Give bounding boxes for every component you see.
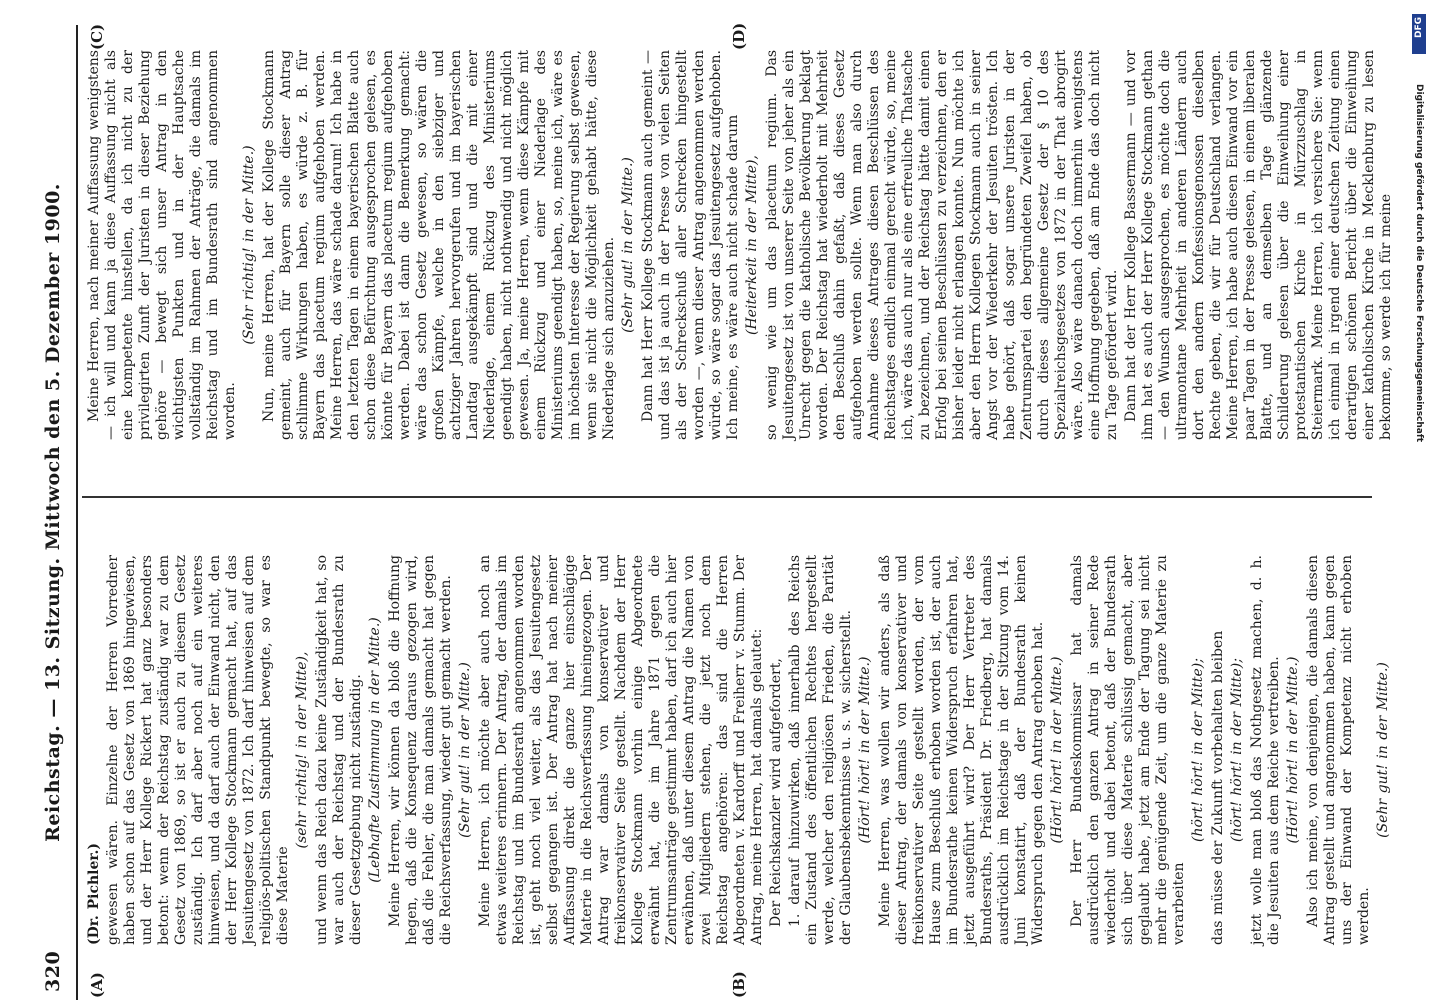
- margin-marker-c: (C): [88, 23, 106, 50]
- paragraph: das müsse der Zukunft vorbehalten bleiben: [1210, 630, 1226, 945]
- left-column: [86, 555, 1391, 945]
- interjection: (Sehr richtig! in der Mitte.): [241, 145, 257, 345]
- interjection: (Hört! hört! in der Mitte.): [1285, 656, 1301, 844]
- paragraph: Meine Herren, nach meiner Auffassung wenigstens — ich will und kann ja diese Auffassung nicht als eine kompetente hinstellen, da ich nicht zu der privilegirten Zunft der Juristen in dieser Beziehung gehöre — bewegt sich unser Antrag in den wichtigsten Punkten und in der Hauptsache vollständig im Rahmen der Anträge, die damals im Reichstag und im Bundesrath sind angenommen worden.: [86, 50, 238, 440]
- paragraph: Dann hat Herr Kollege Stockmann auch gemeint — und das ist ja auch in der Presse von vielen Seiten als der Schreckschuß aller Schrecken hingestellt worden —, wenn dieser Antrag angenommen werden würde, so wäre sogar das Jesuitengesetz aufgehoben. Ich meine, es wäre auch nicht schade darum: [640, 50, 741, 440]
- right-column: [86, 50, 1394, 440]
- paragraph: Also ich meine, von denjenigen, die damals diesen Antrag gestellt und angenommen haben, kann gegen uns der Einwand der Kompetenz nicht erhoben werden.: [1305, 555, 1372, 945]
- digitization-strip: [1412, 14, 1426, 974]
- paragraph: Nun, meine Herren, hat der Kollege Stockmann gemeint, auch für Bayern solle dieser Antrag schlimme Wirkungen haben, es würde z. B. für Bayern das placetum regium aufgehoben werden. Meine Herren, das wäre schade darum! Ich habe in den letzten Tagen in einem bayerischen Blatte auch schon diese Befürchtung ausgesprochen gelesen, es könnte für Bayern das placetum regium aufgehoben werden. Dabei ist dann die Bemerkung gemacht: wäre das schon Gesetz gewesen, so wären die großen Kämpfe, welche in den siebziger und achtziger Jahren hervorgerufen und im bayerischen Landtag ausgekämpft sind und die mit einer Niederlage, einem Rückzug des Ministeriums geendigt haben, nicht nothwendig und nicht möglich gewesen. Ja, meine Herren, wenn diese Kämpfe mit einem Rückzug und einer Niederlage des Ministeriums geendigt haben, so, meine ich, wäre es im höchsten Interesse der Regierung selbst gewesen, wenn sie nicht die Möglichkeit gehabt hätte, diese Niederlage sich anzuziehen.: [261, 50, 617, 440]
- interjection: (Lebhafte Zustimmung in der Mitte.): [367, 617, 383, 883]
- interjection: (Hört! hört! in der Mitte.): [857, 656, 873, 844]
- column-divider: [82, 496, 1372, 498]
- paragraph: gewesen wären. Einzelne der Herren Vorredner haben schon auf das Gesetz von 1869 hingewiesen, und der Herr Kollege Rickert hat ganz besonders betont: wenn der Reichstag zuständig war zu dem Gesetz von 1869, so ist er auch zu diesem Gesetz zuständig. Ich darf aber noch auf ein weiteres hinweisen, und da darf auch der Einwand nicht, den der Herr Kollege Stockmann gemacht hat, auf das Jesuitengesetz von 1872. Ich darf hinweisen auf dem religiös-politischen Standpunkt bewegte, so war es diese Materie: [105, 555, 291, 945]
- interjection: (Hört! hört! in der Mitte.): [1049, 656, 1065, 844]
- interjection: (Heiterkeit in der Mitte),: [744, 155, 760, 335]
- running-title: Reichstag. — 13. Sitzung. Mittwoch den 5. Dezember 1900.: [42, 183, 64, 842]
- paragraph: Der Herr Bundeskommissar hat damals ausdrücklich den ganzen Antrag in seiner Rede wiederholt und dabei betont, daß der Bundesrath sich über diese Materie schlüssig gemacht, aber geglaubt habe, jetzt am Ende der Tagung sei nicht mehr die genügende Zeit, um die ganze Materie zu verarbeiten: [1069, 555, 1187, 945]
- interjection: (Sehr gut! in der Mitte.): [620, 157, 636, 333]
- interjection: (sehr richtig! in der Mitte),: [294, 651, 310, 849]
- document-page: [30, 22, 1394, 1000]
- paragraph: Meine Herren, wir können da bloß die Hoffnung hegen, daß die Konsequenz daraus gezogen wird, daß die Fehler, die man damals gemacht hat gegen die Reichsverfassung, wieder gut gemacht werden.: [387, 555, 454, 945]
- quoted-motion-item: 1. darauf hinzuwirken, daß innerhalb des Reichs ein Zustand des öffentlichen Rechtes hergestellt werde, welcher den religiösen Frieden, die Parität der Glaubensbekenntnisse u. s. w. sicherstellt.: [787, 555, 854, 945]
- interjection: (hört! hört! in der Mitte);: [1190, 658, 1206, 843]
- paragraph: Meine Herren, ich möchte aber auch noch an etwas weiteres erinnern. Der Antrag, der damals im Reichstag und im Bundesrath angenommen worden ist, geht noch viel weiter, als das Jesuitengesetz selbst gegangen ist. Der Antrag hat nach meiner Auffassung direkt die ganze hier einschlägige Materie in die Reichsverfassung hineingezogen. Der Antrag war damals von konservativer und freikonservativer Seite gestellt. Nachdem der Herr Kollege Stockmann vorhin einige Abgeordnete erwähnt hat, die im Jahre 1871 gegen die Zentrumsanträge gestimmt haben, darf ich auch hier erwähnen, daß unter diesem Antrag die Namen von zwei Mitgliedern stehen, die jetzt noch dem Reichstag angehören: das sind die Herren Abgeordneten v. Kardorff und Freiherr v. Stumm. Der Antrag, meine Herren, hat damals gelautet:: [477, 555, 765, 945]
- quoted-motion: Der Reichskanzler wird aufgefordert,: [768, 658, 784, 927]
- dfg-logo-text: DFG: [1414, 17, 1424, 39]
- paragraph: jetzt wolle man bloß das Nothgesetz machen, d. h. die Jesuiten aus dem Reiche vertreiben.: [1249, 555, 1282, 945]
- paragraph: so wenig wie um das placetum regium. Das Jesuitengesetz ist von unserer Seite von jeher als ein Unrecht gegen die katholische Bevölkerung beklagt worden. Der Reichstag hat wiederholt mit Mehrheit den Beschluß dahin gefaßt, daß dieses Gesetz aufgehoben werden sollte. Wenn man also durch Annahme dieses Antrages diesen Beschlüssen des Reichstages endlich einmal gerecht würde, so, meine ich, wäre das auch nur als eine erfreuliche Thatsache zu bezeichnen, und der Reichstag hätte damit einen Erfolg bei seinen Beschlüssen zu verzeichnen, den er bisher leider nicht erlangen konnte. Nun möchte ich aber den Herrn Kollegen Stockmann auch in seiner Angst vor der Wiederkehr der Jesuiten trösten. Ich habe gehört, daß sogar unsere Juristen in der Zentrumspartei den begründeten Zweifel haben, ob durch dieses allgemeine Gesetz der § 10 des Spezialreichsgesetzes von 1872 in der That abrogirt wäre. Also wäre danach doch immerhin wenigstens eine Hoffnung gegeben, daß am Ende das doch nicht zu Tage gefördert wird.: [764, 50, 1120, 440]
- margin-marker-b: (B): [730, 971, 748, 998]
- margin-marker-d: (D): [730, 22, 748, 50]
- paragraph: Dann hat der Herr Kollege Bassermann — und vor ihm hat es auch der Herr Kollege Stockmann gethan — den Wunsch ausgesprochen, es möchte doch die ultramontane Mehrheit in anderen Ländern auch dort den andern Konfessionsgenossen dieselben Rechte geben, die wir für Deutschland verlangen. Meine Herren, ich habe auch diesen Einwand vor ein paar Tagen in der Presse gelesen, in einem liberalen Blatte, und an demselben Tage glänzende Schilderung gelesen über die Einweihung einer protestantischen Kirche in Mürzzuschlag in Steiermark. Meine Herren, ich versichere Sie: wenn ich einmal in irgend einer deutschen Zeitung einen derartigen schönen Bericht über die Einweihung einer katholischen Kirche in Mecklenburg zu lesen bekomme, so werde ich für meine: [1123, 50, 1394, 440]
- page-number: 320: [42, 950, 64, 992]
- paragraph: Meine Herren, was wollen wir anders, als daß dieser Antrag, der damals von konservativer und freikonservativer Seite gestellt worden, der vom Hause zum Beschluß erhoben worden ist, der auch im Bundesrathe keinen Widerspruch erfahren hat, jetzt ausgeführt wird? Der Herr Vertreter des Bundesraths, Präsident Dr. Friedberg, hat damals ausdrücklich im Reichstage in der Sitzung vom 14. Juni konstatirt, daß der Bundesrath keinen Widerspruch gegen den Antrag erhoben hat.: [877, 555, 1046, 945]
- dfg-logo: [1412, 14, 1426, 54]
- paragraph: und wenn das Reich dazu keine Zuständigkeit hat, so war auch der Reichstag und der Bundesrath zu dieser Gesetzgebung nicht zuständig.: [314, 555, 364, 945]
- interjection: (Sehr gut! in der Mitte.): [457, 662, 473, 838]
- margin-marker-a: (A): [88, 972, 106, 998]
- interjection: (Sehr gut! in der Mitte.): [1375, 662, 1391, 838]
- speaker-label: (Dr. Pichler.): [86, 843, 102, 945]
- digitization-note: Digitalisierung gefördert durch die Deutsche Forschungsgemeinschaft: [1414, 84, 1424, 443]
- page-header: [30, 25, 78, 1000]
- interjection: (hört! hört! in der Mitte);: [1229, 658, 1245, 843]
